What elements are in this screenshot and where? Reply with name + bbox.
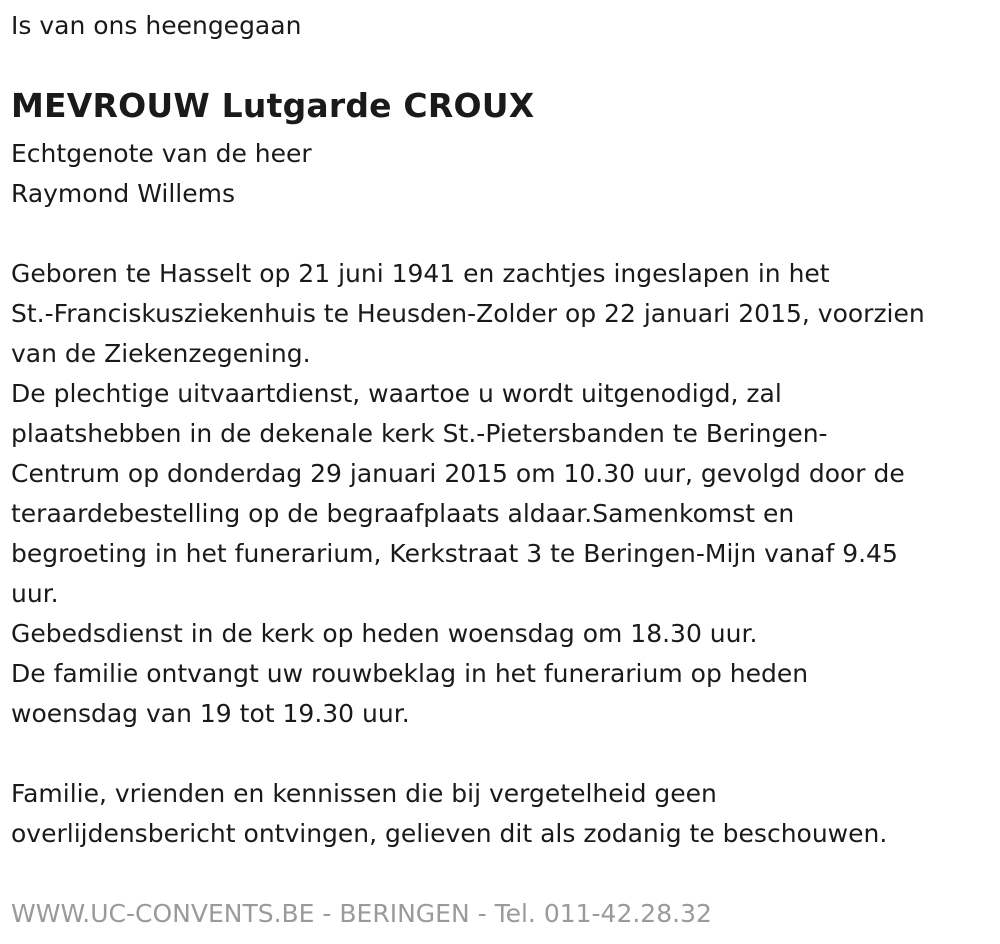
footer-contact: WWW.UC-CONVENTS.BE - BERINGEN - Tel. 011-42.28.32 — [11, 899, 712, 928]
body-line: De familie ontvangt uw rouwbeklag in het funerarium op heden — [11, 659, 809, 688]
body-line: teraardebestelling op de begraafplaats aldaar.Samenkomst en — [11, 499, 795, 528]
body-line: Gebedsdienst in de kerk op heden woensdag om 18.30 uur. — [11, 619, 758, 648]
closing-text — [11, 774, 887, 854]
body-line: van de Ziekenzegening. — [11, 339, 311, 368]
body-line: St.-Franciskusziekenhuis te Heusden-Zolder op 22 januari 2015, voorzien — [11, 299, 925, 328]
body-line: uur. — [11, 579, 59, 608]
body-line: Centrum op donderdag 29 januari 2015 om 10.30 uur, gevolgd door de — [11, 459, 905, 488]
spouse-line: Echtgenote van de heer — [11, 139, 312, 168]
spouse-block — [11, 134, 312, 214]
body-text — [11, 254, 925, 734]
body-line: Geboren te Hasselt op 21 juni 1941 en zachtjes ingeslapen in het — [11, 259, 830, 288]
deceased-name: MEVROUW Lutgarde CROUX — [11, 86, 535, 125]
body-line: De plechtige uitvaartdienst, waartoe u wordt uitgenodigd, zal — [11, 379, 782, 408]
closing-line: overlijdensbericht ontvingen, gelieven dit als zodanig te beschouwen. — [11, 819, 888, 848]
spouse-line: Raymond Willems — [11, 179, 236, 208]
closing-line: Familie, vrienden en kennissen die bij vergetelheid geen — [11, 779, 717, 808]
body-line: plaatshebben in de dekenale kerk St.-Pietersbanden te Beringen- — [11, 419, 828, 448]
intro-line: Is van ons heengegaan — [11, 11, 302, 40]
body-line: begroeting in het funerarium, Kerkstraat 3 te Beringen-Mijn vanaf 9.45 — [11, 539, 898, 568]
body-line: woensdag van 19 tot 19.30 uur. — [11, 699, 410, 728]
